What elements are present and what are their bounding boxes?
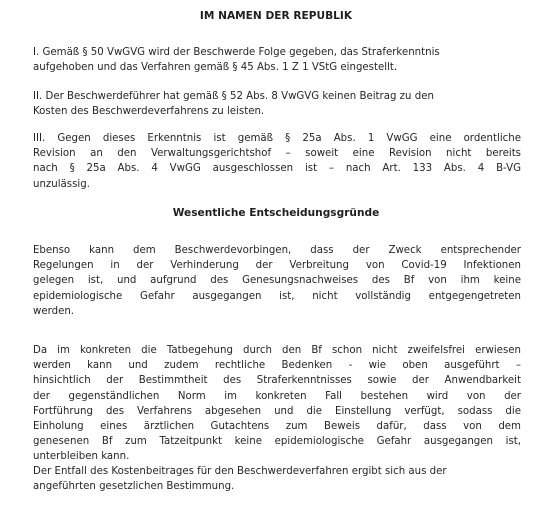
text-line: gelegen ist, und aufgrund des Genesungsnachweises des Bf von ihm keine	[33, 275, 521, 287]
text-line: hinsichtlich der Bestimmtheit des Straferkenntnisses sowie der Anwendbarkeit	[33, 375, 521, 387]
text-line: unzulässig.	[33, 178, 90, 190]
text-line: Da im konkreten die Tatbegehung durch den Bf schon nicht zweifelsfrei erwiesen	[33, 345, 521, 356]
text-line: Regelungen in der Verhinderung der Verbreitung von Covid-19 Infektionen	[33, 260, 521, 272]
reasons-heading: Wesentliche Entscheidungsgründe	[172, 207, 380, 219]
text-line: I. Gemäß § 50 VwGVG wird der Beschwerde Folge gegeben, das Straferkenntnis	[33, 47, 440, 58]
document-title: IM NAMEN DER REPUBLIK	[199, 10, 353, 22]
reasons-paragraph-2	[33, 343, 521, 465]
reasons-paragraph-1	[33, 243, 521, 319]
text-line: II. Der Beschwerdeführer hat gemäß § 52 Abs. 8 VwGVG keinen Beitrag zu den	[33, 91, 434, 102]
text-line: der gegenständlichen Norm im konkreten Fall bestehen wird von der	[33, 390, 521, 402]
text-line: Fortführung des Verfahrens abgesehen und die Einstellung verfügt, sodass die	[33, 405, 521, 417]
text-line: angeführten gesetzlichen Bestimmung.	[33, 481, 235, 493]
text-line: III. Gegen dieses Erkenntnis ist gemäß § 25a Abs. 1 VwGG eine ordentliche	[33, 133, 521, 144]
text-line: Kosten des Beschwerdeverfahrens zu leisten.	[33, 106, 265, 118]
text-line: werden.	[33, 305, 75, 317]
reasons-paragraph-3	[33, 464, 521, 494]
text-line: Ebenso kann dem Beschwerdevorbingen, dass der Zweck entsprechender	[33, 245, 521, 256]
text-line: Einholung eines ärztlichen Gutachtens zum Beweis dafür, dass von dem	[33, 421, 521, 433]
ruling-point-3	[33, 131, 521, 192]
text-line: genesenen Bf zum Tatzeitpunkt keine epidemiologische Gefahr ausgegangen ist,	[33, 436, 521, 448]
text-line: Revision an den Verwaltungsgerichtshof – soweit eine Revision nicht bereits	[33, 148, 521, 160]
text-line: nach § 25a Abs. 4 VwGG ausgeschlossen ist – nach Art. 133 Abs. 4 B-VG	[33, 163, 521, 175]
text-line: aufgehoben und das Verfahren gemäß § 45 Abs. 1 Z 1 VStG eingestellt.	[33, 62, 398, 74]
ruling-point-1	[33, 45, 521, 75]
text-line: Der Entfall des Kostenbeitrages für den Beschwerdeverfahren ergibt sich aus der	[33, 466, 447, 477]
text-line: epidemiologische Gefahr ausgegangen ist, nicht vollständig entgegengetreten	[33, 290, 521, 302]
text-line: werden kann und zudem rechtliche Bedenken - wie oben ausgeführt –	[33, 360, 521, 372]
text-line: unterbleiben kann.	[33, 451, 130, 463]
ruling-point-2	[33, 89, 521, 119]
